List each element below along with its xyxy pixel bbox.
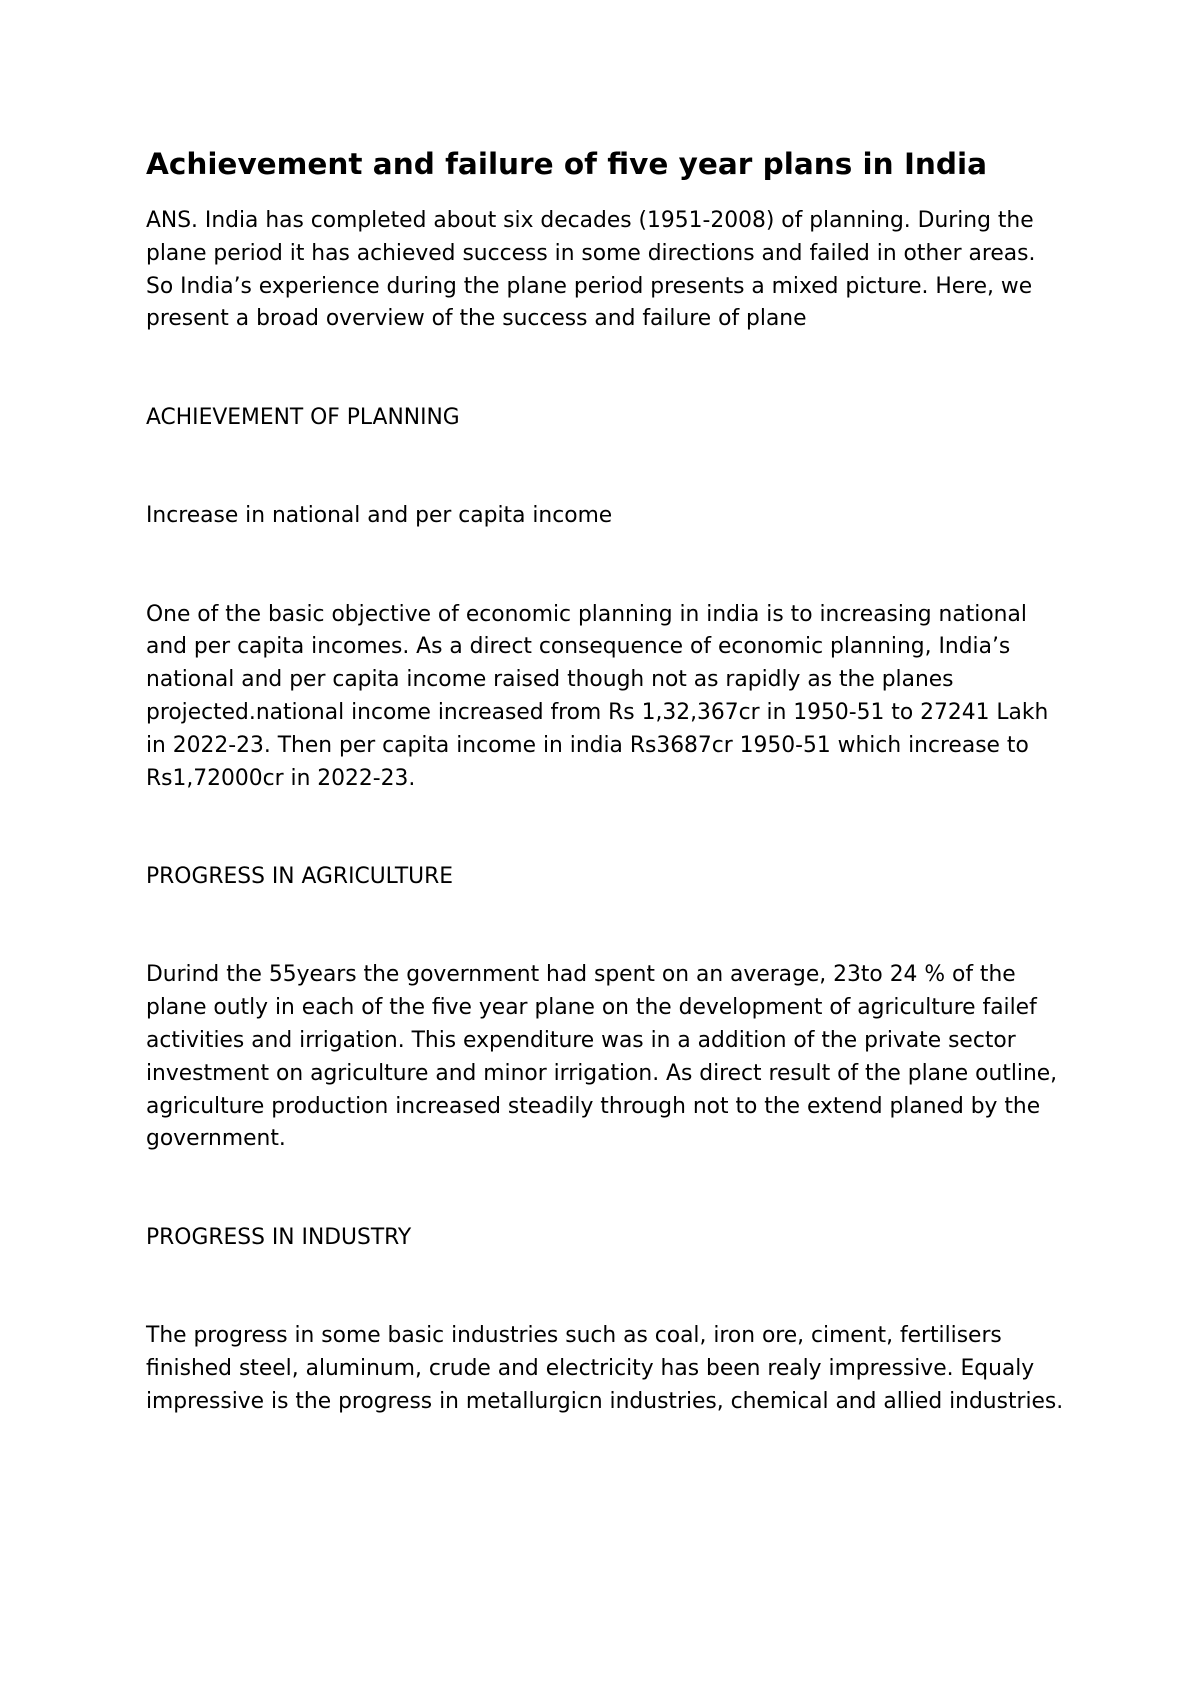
spacer [146, 336, 1066, 402]
heading-agriculture: PROGRESS IN AGRICULTURE [146, 863, 454, 889]
spacer [146, 795, 1066, 861]
paragraph-agriculture: Durind the 55years the government had spent on an average, 23to 24 % of the plane outly in each of the five year plane on the development of agriculture failef activities and irrigation. This expenditure was in a addition of the private sector investment on agriculture and minor irrigation. As direct result of the plane outline, agriculture production increased steadily through not to the extend planed by the government. [146, 962, 1058, 1152]
document-page [146, 142, 1066, 1418]
paragraph-industry: The progress in some basic industries such as coal, iron ore, ciment, fertilisers finished steel, aluminum, crude and electricity has been realy impressive. Equaly impressive is the progress in metallurgicn industries, chemical and allied industries. [146, 1323, 1064, 1414]
intro-paragraph: ANS. India has completed about six decades (1951-2008) of planning. During the plane period it has achieved success in some directions and failed in other areas. So India’s experience during the plane period presents a mixed picture. Here, we present a broad overview of the success and failure of plane [146, 208, 1036, 332]
heading-industry: PROGRESS IN INDUSTRY [146, 1224, 412, 1250]
spacer [146, 894, 1066, 960]
spacer [146, 1255, 1066, 1321]
spacer [146, 533, 1066, 599]
paragraph-income: One of the basic objective of economic planning in india is to increasing national and per capita incomes. As a direct consequence of economic planning, India’s national and per capita income raised though not as rapidly as the planes projected.national income increased from Rs 1,32,367cr in 1950-51 to 27241 Lakh in 2022-23. Then per capita income in india Rs3687cr 1950-51 which increase to Rs1,72000cr in 2022-23. [146, 601, 1049, 791]
section-heading-achievement: ACHIEVEMENT OF PLANNING [146, 404, 460, 430]
subheading-income: Increase in national and per capita income [146, 503, 613, 529]
spacer [146, 435, 1066, 501]
document-title: Achievement and failure of five year plans in India [146, 147, 988, 181]
spacer [146, 1156, 1066, 1222]
